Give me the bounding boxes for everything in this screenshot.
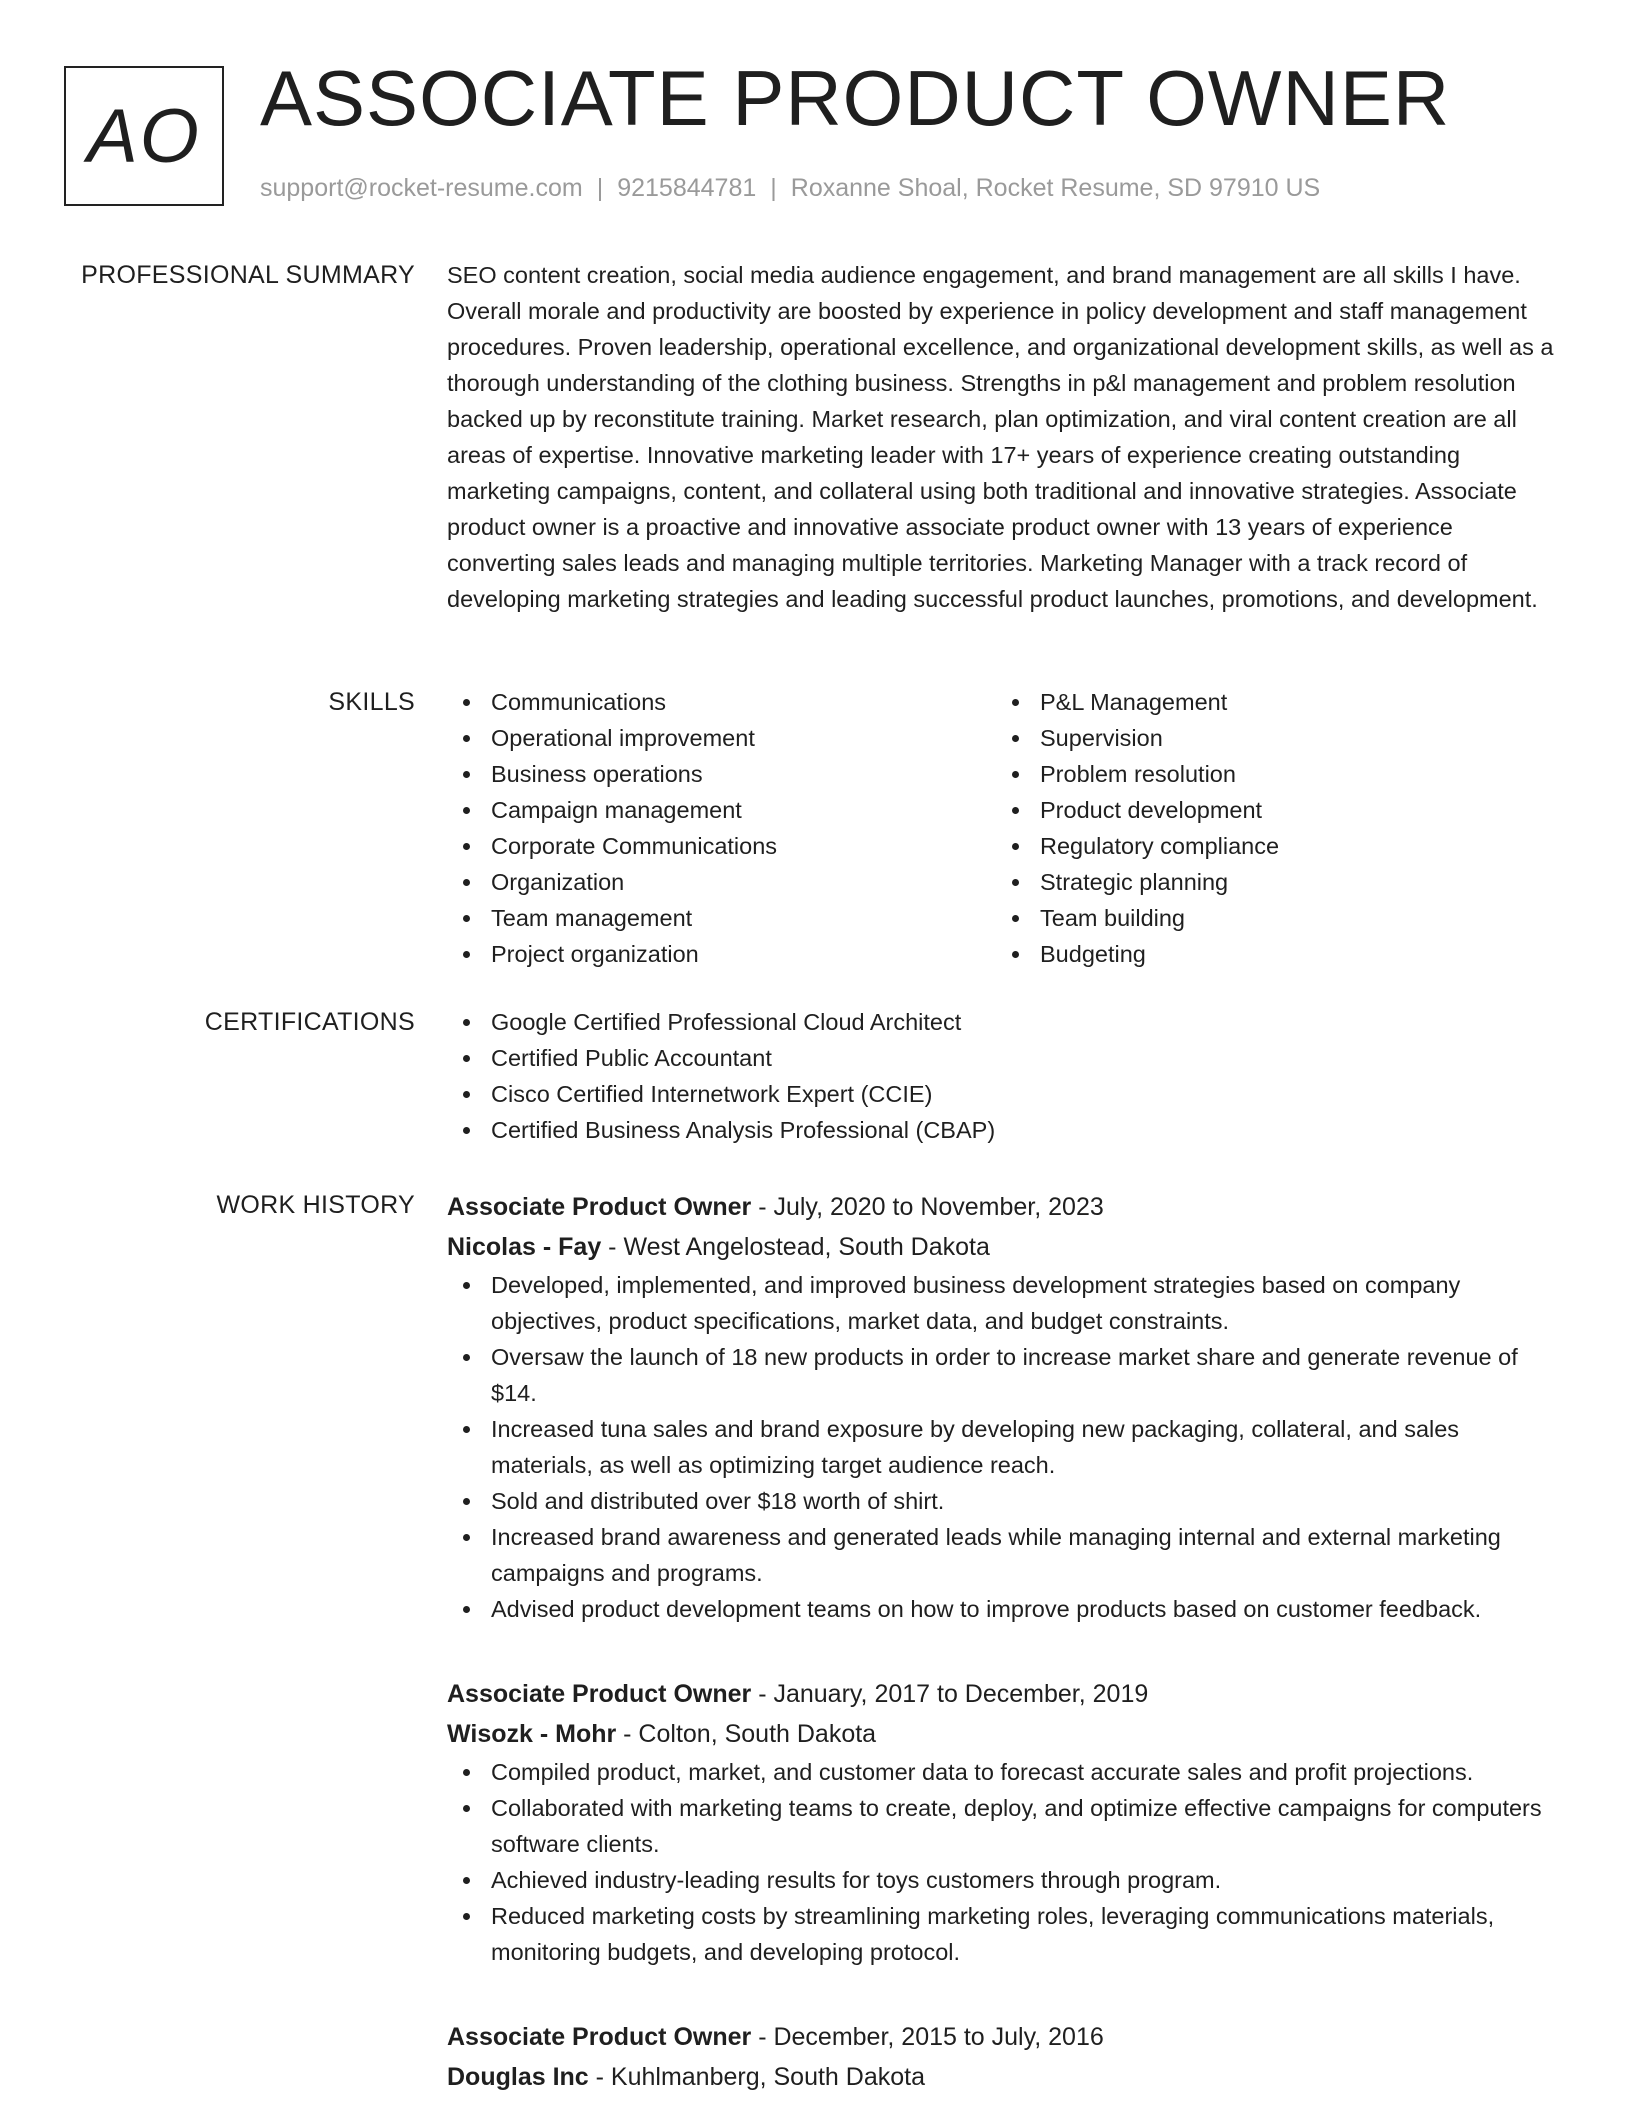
contact-separator: | bbox=[596, 174, 604, 202]
skills-list-left bbox=[447, 684, 996, 972]
skill-item: Corporate Communications bbox=[447, 828, 996, 864]
skill-item: Problem resolution bbox=[996, 756, 1545, 792]
job-bullet: Sold and distributed over $18 worth of shirt. bbox=[447, 1483, 1562, 1519]
skill-item: Business operations bbox=[447, 756, 996, 792]
job-entry bbox=[447, 1187, 1562, 1627]
job-entry bbox=[447, 2017, 1562, 2097]
contact-email[interactable]: support@rocket-resume.com bbox=[260, 174, 583, 202]
job-company: Wisozk - Mohr bbox=[447, 1720, 617, 1748]
skill-item: Team building bbox=[996, 900, 1545, 936]
skill-item: Regulatory compliance bbox=[996, 828, 1545, 864]
job-bullet: Achieved industry-leading results for toys customers through program. bbox=[447, 1862, 1562, 1898]
job-bullet: Reduced marketing costs by streamlining marketing roles, leveraging communications materials, monitoring budgets, and developing protocol. bbox=[447, 1898, 1562, 1970]
job-company-line bbox=[447, 1227, 1562, 1267]
job-bullet: Increased brand awareness and generated leads while managing internal and external marketing campaigns and programs. bbox=[447, 1519, 1562, 1591]
job-location: - Colton, South Dakota bbox=[616, 1720, 877, 1748]
skill-item: Communications bbox=[447, 684, 996, 720]
summary-text: SEO content creation, social media audience engagement, and brand management are all skills I have. Overall morale and productivity are boosted by experience in policy development and staff management procedures. Proven leadership, operational excellence, and organizational development skills, as well as a thorough understanding of the clothing business. Strengths in p&l management and problem resolution backed up by reconstitute training. Market research, plan optimization, and viral content creation are all areas of expertise. Innovative marketing leader with 17+ years of experience creating outstanding marketing campaigns, content, and collateral using both traditional and innovative strategies. Associate product owner is a proactive and innovative associate product owner with 13 years of experience converting sales leads and managing multiple territories. Marketing Manager with a track record of developing marketing strategies and leading successful product launches, promotions, and development. bbox=[447, 262, 1554, 612]
skill-item: Budgeting bbox=[996, 936, 1545, 972]
job-company-line bbox=[447, 2057, 1562, 2097]
skill-item: P&L Management bbox=[996, 684, 1545, 720]
certification-item: Google Certified Professional Cloud Architect bbox=[447, 1004, 1562, 1040]
job-location: - West Angelostead, South Dakota bbox=[601, 1233, 990, 1261]
skill-item: Team management bbox=[447, 900, 996, 936]
job-title: Associate Product Owner bbox=[447, 1193, 752, 1221]
certification-item: Cisco Certified Internetwork Expert (CCIE) bbox=[447, 1076, 1562, 1112]
skill-item: Project organization bbox=[447, 936, 996, 972]
job-location: - Kuhlmanberg, South Dakota bbox=[588, 2063, 925, 2091]
contact-address: Roxanne Shoal, Rocket Resume, SD 97910 US bbox=[790, 174, 1321, 202]
skill-item: Campaign management bbox=[447, 792, 996, 828]
job-bullet: Oversaw the launch of 18 new products in order to increase market share and generate revenue of $14. bbox=[447, 1339, 1562, 1411]
skill-item: Organization bbox=[447, 864, 996, 900]
summary-heading: PROFESSIONAL SUMMARY bbox=[81, 261, 415, 289]
job-bullet: Developed, implemented, and improved business development strategies based on company objectives, product specifications, market data, and budget constraints. bbox=[447, 1267, 1562, 1339]
certifications-list bbox=[447, 1004, 1562, 1148]
work-history-heading: WORK HISTORY bbox=[216, 1191, 415, 1219]
job-title-line bbox=[447, 1187, 1562, 1227]
skills-body bbox=[447, 684, 1562, 972]
skill-item: Product development bbox=[996, 792, 1545, 828]
job-title-line bbox=[447, 1674, 1562, 1714]
job-company-line bbox=[447, 1714, 1562, 1754]
skill-item: Operational improvement bbox=[447, 720, 996, 756]
job-bullet: Increased tuna sales and brand exposure by developing new packaging, collateral, and sales materials, as well as optimizing target audience reach. bbox=[447, 1411, 1562, 1483]
job-dates: - July, 2020 to November, 2023 bbox=[751, 1193, 1104, 1221]
job-bullet: Collaborated with marketing teams to create, deploy, and optimize effective campaigns for computers software clients. bbox=[447, 1790, 1562, 1862]
certifications-body bbox=[447, 1004, 1562, 1148]
page-title: ASSOCIATE PRODUCT OWNER bbox=[260, 54, 1451, 142]
job-bullets bbox=[447, 1754, 1562, 1970]
job-bullets bbox=[447, 1267, 1562, 1627]
certifications-heading: CERTIFICATIONS bbox=[204, 1008, 415, 1036]
job-company: Nicolas - Fay bbox=[447, 1233, 602, 1261]
summary-body bbox=[447, 257, 1562, 617]
job-dates: - January, 2017 to December, 2019 bbox=[751, 1680, 1149, 1708]
skills-heading: SKILLS bbox=[328, 688, 415, 716]
job-dates: - December, 2015 to July, 2016 bbox=[751, 2023, 1104, 2051]
job-title: Associate Product Owner bbox=[447, 2023, 752, 2051]
contact-line bbox=[260, 174, 1320, 203]
job-title: Associate Product Owner bbox=[447, 1680, 752, 1708]
certification-item: Certified Business Analysis Professional (CBAP) bbox=[447, 1112, 1562, 1148]
certification-item: Certified Public Accountant bbox=[447, 1040, 1562, 1076]
monogram-logo: AO bbox=[64, 66, 224, 206]
skill-item: Supervision bbox=[996, 720, 1545, 756]
job-company: Douglas Inc bbox=[447, 2063, 589, 2091]
contact-separator: | bbox=[770, 174, 777, 202]
skill-item: Strategic planning bbox=[996, 864, 1545, 900]
job-bullet: Compiled product, market, and customer data to forecast accurate sales and profit projections. bbox=[447, 1754, 1562, 1790]
skills-list-right bbox=[996, 684, 1545, 972]
job-bullet: Advised product development teams on how to improve products based on customer feedback. bbox=[447, 1591, 1562, 1627]
job-title-line bbox=[447, 2017, 1562, 2057]
contact-phone[interactable]: 9215844781 bbox=[617, 174, 757, 202]
job-entry bbox=[447, 1674, 1562, 1970]
